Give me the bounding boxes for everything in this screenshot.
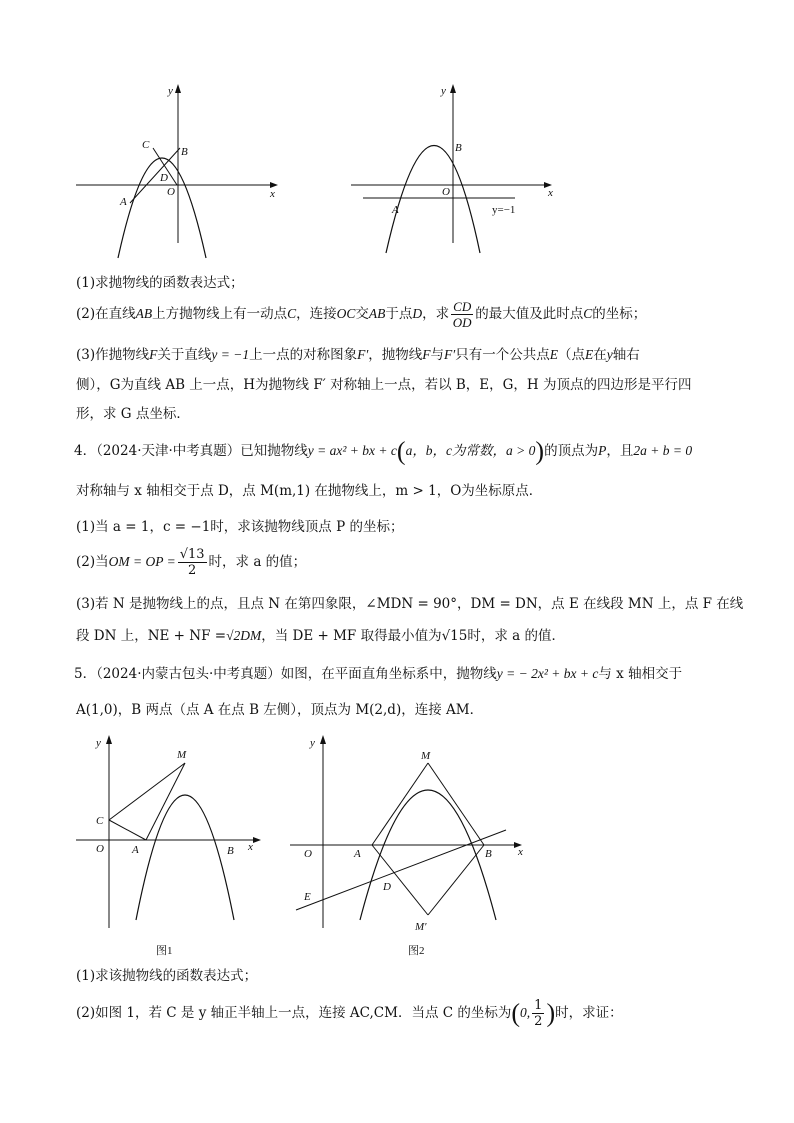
q4-line2: 对称轴与 x 轴相交于点 D，点 M(m,1) 在抛物线上，m > 1，O为坐标原点． (76, 483, 543, 499)
figure-top-left (70, 78, 285, 263)
y-axis-label: y (96, 737, 101, 749)
point-label-O: O (442, 186, 450, 198)
q3-part3-line2: 侧），G为直线 AB 上一点，H为抛物线 F′ 对称轴上一点，若以 B，E，G，H 为顶点的四边形是平行四 (76, 377, 692, 393)
x-axis-label: x (248, 841, 253, 853)
x-axis-label: x (548, 187, 553, 199)
point-label-M: M (177, 749, 187, 761)
line-label-y-neg1: y=−1 (492, 204, 516, 216)
q5-sub1: (1)求该抛物线的函数表达式； (76, 968, 258, 984)
q3-part3-line3: 形，求 G 点坐标． (76, 406, 190, 422)
x-axis-label: x (270, 188, 275, 200)
q3-part3-line1: (3)作抛物线F关于直线y = −1上一点的对称图象F′，抛物线F与F′只有一个公共点E（点E在y轴右 (76, 347, 640, 363)
figure-top-right (345, 78, 560, 263)
q4-sub3-line1: (3)若 N 是抛物线上的点，且点 N 在第四象限，∠MDN = 90°，DM = DN，点 E 在线段 MN 上，点 F 在线 (76, 596, 744, 612)
q4-sub3-line2: 段 DN 上，NE + NF =√2DM，当 DE + MF 取得最小值为√15时，求 a 的值． (76, 628, 565, 644)
y-axis-label: y (168, 85, 173, 97)
y-axis-label: y (310, 737, 315, 749)
point-label-A: A (354, 848, 361, 860)
figure-1-caption: 图1 (156, 945, 173, 957)
point-label-C: C (142, 139, 150, 151)
q4-sub1: (1)当 a = 1，c = −1时，求该抛物线顶点 P 的坐标； (76, 519, 404, 535)
q5-sub2: (2)如图 1，若 C 是 y 轴正半轴上一点，连接 AC,CM．当点 C 的坐标为(0, $\frac{1}{2}$ )时，求证： (76, 998, 623, 1029)
point-label-O: O (167, 186, 175, 198)
figure-2 (290, 730, 530, 960)
point-label-D: D (383, 881, 391, 893)
x-axis-label: x (518, 846, 523, 858)
point-label-A: A (120, 196, 127, 208)
point-label-B: B (181, 146, 188, 158)
q5-line2: A(1,0)，B 两点（点 A 在点 B 左侧），顶点为 M(2,d)，连接 AM． (76, 702, 484, 718)
figure-1 (76, 730, 276, 960)
point-label-B: B (485, 848, 492, 860)
point-label-A: A (392, 204, 399, 216)
q5-heading: 5．（2024·内蒙古包头·中考真题）如图，在平面直角坐标系中，抛物线y = − 2x² + bx + c与 x 轴相交于 (74, 666, 683, 682)
point-label-C: C (96, 815, 104, 827)
point-label-A: A (132, 844, 139, 856)
point-label-M-prime: M′ (415, 921, 427, 933)
point-label-O: O (304, 848, 312, 860)
q3-part2: (2)在直线AB上方抛物线上有一动点C，连接OC交AB于点D，求 $\frac{CD}{OD}$ 的最大值及此时点C的坐标； (76, 299, 647, 330)
q4-sub2: (2)当OM = OP = $\frac{√13}{2}$ 时，求 a 的值； (76, 547, 307, 578)
y-axis-label: y (441, 85, 446, 97)
point-label-B: B (227, 845, 234, 857)
point-label-E: E (304, 891, 311, 903)
q3-part1: (1)求抛物线的函数表达式； (76, 275, 244, 291)
figure-2-caption: 图2 (408, 945, 425, 957)
point-label-O: O (96, 843, 104, 855)
point-label-D: D (160, 172, 168, 184)
point-label-B: B (455, 142, 462, 154)
q4-heading: 4．（2024·天津·中考真题）已知抛物线y = ax² + bx + c(a，b，c为常数，a > 0)的顶点为P，且2a + b = 0 (74, 436, 693, 466)
point-label-M: M (421, 750, 431, 762)
